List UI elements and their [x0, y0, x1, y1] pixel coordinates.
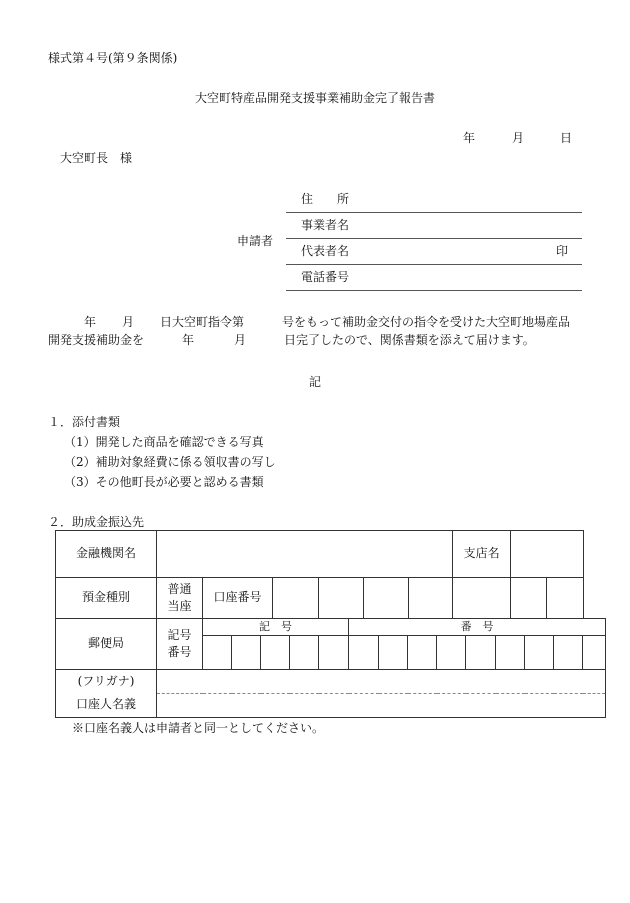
branch-input[interactable]: [511, 531, 584, 578]
bangou-digit[interactable]: [525, 635, 554, 669]
business-name-label: 事業者名: [301, 218, 350, 232]
kigou-digit[interactable]: [290, 635, 319, 669]
note: ※口座名義人は申請者と同一としてください。: [72, 721, 325, 735]
date-year: 年: [463, 131, 476, 145]
address-label: 住 所: [301, 192, 350, 206]
seal-mark: 印: [555, 244, 568, 258]
bank-transfer-table: [55, 530, 584, 619]
account-digit[interactable]: [364, 578, 409, 619]
body-year-1: 年: [84, 315, 97, 329]
body-text-2a: 開発支援補助金を: [48, 333, 145, 347]
body-text-1a: 日大空町指令第: [160, 315, 245, 329]
ki-marker: 記: [308, 375, 321, 389]
institution-label: 金融機関名: [56, 531, 157, 578]
body-year-2: 年: [182, 333, 195, 347]
account-number-label: 口座番号: [203, 578, 273, 619]
furigana-label: (フリガナ): [56, 669, 157, 693]
attachment-item: （1）開発した商品を確認できる写真: [64, 435, 264, 449]
kigou-digit[interactable]: [319, 635, 349, 669]
deposit-type-label: 預金種別: [56, 578, 157, 619]
kigou-header: 記 号: [203, 619, 349, 636]
bangou-digit[interactable]: [349, 635, 379, 669]
kigou-digit[interactable]: [203, 635, 232, 669]
bangou-digit[interactable]: [583, 635, 606, 669]
body-month-2: 月: [234, 333, 247, 347]
bangou-digit[interactable]: [379, 635, 408, 669]
institution-input[interactable]: [157, 531, 453, 578]
post-office-label: 郵便局: [56, 619, 157, 670]
phone-label: 電話番号: [301, 270, 350, 284]
body-text-2b: 日完了したので、関係書類を添えて届けます。: [284, 333, 535, 347]
account-digit[interactable]: [409, 578, 453, 619]
representative-label: 代表者名: [301, 244, 350, 258]
applicant-label: 申請者: [237, 234, 274, 248]
attachment-item: （3）その他町長が必要と認める書類: [64, 475, 264, 489]
body-month-1: 月: [122, 315, 135, 329]
applicant-representative-field[interactable]: [286, 238, 582, 265]
body-text-1b: 号をもって補助金交付の指令を受けた大空町地場産品: [282, 315, 571, 329]
deposit-options[interactable]: 普通 当座: [157, 578, 203, 619]
attachments-heading: １．添付書類: [48, 415, 121, 429]
bangou-header: 番 号: [349, 619, 606, 636]
holder-label: 口座人名義: [56, 693, 157, 717]
form-number: 様式第４号(第９条関係): [48, 51, 178, 65]
bank-heading: ２．助成金振込先: [48, 515, 145, 529]
holder-input[interactable]: [157, 693, 606, 717]
kigou-bangou-label: 記号 番号: [157, 619, 203, 670]
furigana-input[interactable]: [157, 669, 606, 693]
account-digit[interactable]: [511, 578, 547, 619]
date-month: 月: [512, 131, 525, 145]
bangou-digit[interactable]: [408, 635, 437, 669]
bangou-digit[interactable]: [437, 635, 466, 669]
bangou-digit[interactable]: [496, 635, 525, 669]
account-digit[interactable]: [453, 578, 511, 619]
account-digit[interactable]: [319, 578, 364, 619]
document-title: 大空町特産品開発支援事業補助金完了報告書: [194, 91, 435, 105]
branch-label: 支店名: [453, 531, 511, 578]
applicant-phone-field[interactable]: [286, 264, 582, 291]
date-day: 日: [560, 131, 573, 145]
applicant-business-name-field[interactable]: [286, 212, 582, 239]
account-digit[interactable]: [547, 578, 584, 619]
bangou-digit[interactable]: [554, 635, 583, 669]
bangou-digit[interactable]: [466, 635, 496, 669]
kigou-digit[interactable]: [232, 635, 261, 669]
postal-holder-table: [55, 618, 606, 718]
kigou-digit[interactable]: [261, 635, 290, 669]
attachment-item: （2）補助対象経費に係る領収書の写し: [64, 455, 276, 469]
account-digit[interactable]: [273, 578, 319, 619]
addressee: 大空町長 様: [60, 151, 133, 165]
applicant-address-field[interactable]: [286, 186, 582, 213]
